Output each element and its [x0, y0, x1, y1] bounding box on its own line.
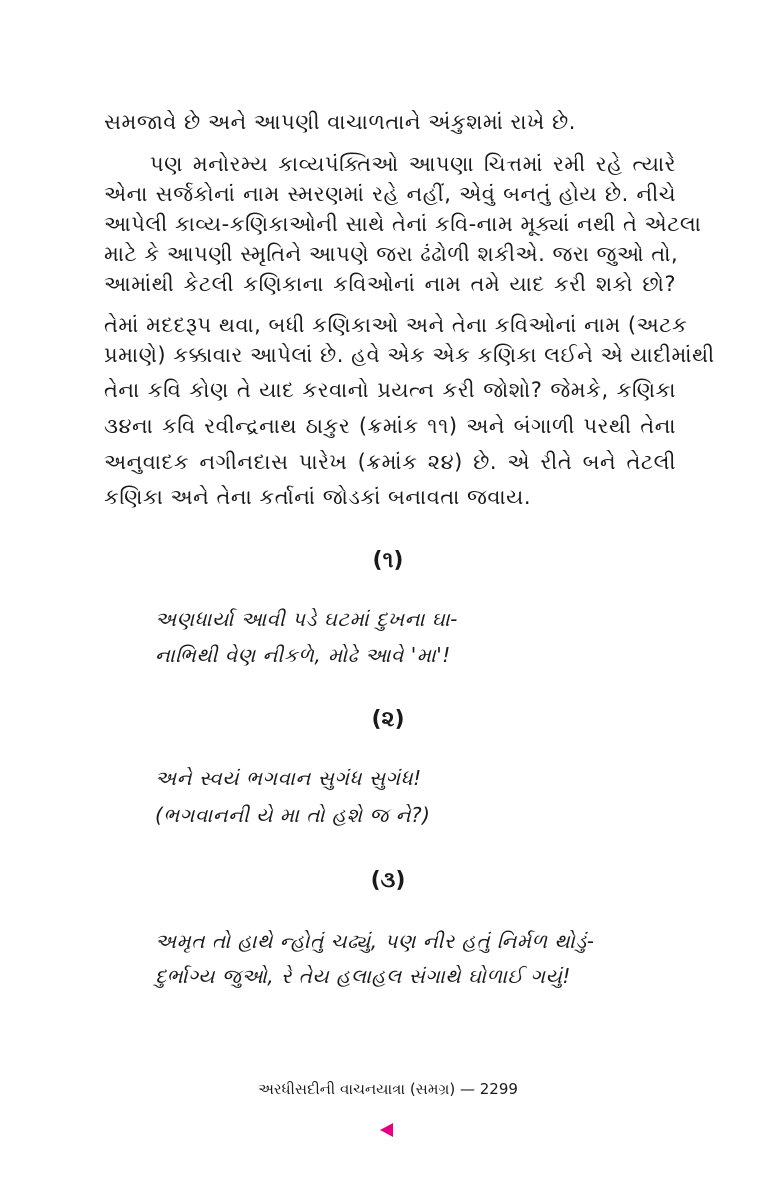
paragraph-line: આમાંથી કેટલી કણિકાના કવિઓનાં નામ તમે યાદ કરી શકો છો?: [104, 272, 676, 296]
paragraph-line: અનુવાદક નગીનદાસ પારેખ (ક્રમાંક ૨૪) છે. એ રીતે બને તેટલી: [104, 450, 676, 474]
paragraph-line: કણિકા અને તેના કર્તાનાં જોડકાં બનાવતા જવાય.: [104, 485, 531, 509]
verse-number: (૩): [370, 868, 406, 893]
paragraph-line: માટે કે આપણી સ્મૃતિને આપણે જરા ઢંઢોળી શકીએ. જરા જુઓ તો,: [104, 242, 679, 266]
paragraph-line: તેના કવિ કોણ તે યાદ કરવાનો પ્રયત્ન કરી જોશો? જેમકે, કણિકા: [104, 378, 676, 402]
arrow-left-icon[interactable]: [380, 1123, 393, 1137]
verse-number: (૧): [372, 548, 404, 573]
verse-number: (૨): [371, 707, 405, 732]
paragraph-line: સમજાવે છે અને આપણી વાચાળતાને અંકુશમાં રાખે છે.: [104, 110, 576, 134]
verse-line: અમૃત તો હાથે ન્હોતું ચઢ્યું, પણ નીર હતું નિર્મળ થોડું-: [155, 929, 595, 953]
page-footer: અરધીસદીની વાચનયાત્રા (સમગ્ર) — 2299: [258, 1080, 518, 1098]
verse-line: અને સ્વયં ભગવાન સુગંધ સુગંધ!: [155, 766, 422, 790]
paragraph-line: પ્રમાણે) કક્કાવાર આપેલાં છે. હવે એક એક કણિકા લઈને એ યાદીમાંથી: [104, 343, 715, 367]
verse-line: (ભગવાનની યે મા તો હશે જ ને?): [155, 803, 431, 827]
paragraph-line: આપેલી કાવ્ય-કણિકાઓની સાથે તેનાં કવિ-નામ મૂક્યાં નથી તે એટલા: [104, 212, 702, 236]
paragraph-line: તેમાં મદદરૂપ થવા, બધી કણિકાઓ અને તેના કવિઓનાં નામ (અટક: [104, 313, 688, 337]
verse-line: દુર્ભાગ્ય જુઓ, રે તેય હલાહલ સંગાથે ઘોળાઈ ગયું!: [155, 964, 571, 988]
paragraph-line: પણ મનોરમ્ય કાવ્યપંક્તિઓ આપણા ચિત્તમાં રમી રહે ત્યારે: [150, 152, 676, 176]
paragraph-line: એના સર્જકોનાં નામ સ્મરણમાં રહે નહીં, એવું બનતું હોય છે. નીચે: [104, 182, 676, 206]
verse-line: નાભિથી વેણ નીકળે, મોઢે આવે 'મા'!: [155, 643, 451, 667]
paragraph-line: ૩૪ના કવિ રવીન્દ્રનાથ ઠાકુર (ક્રમાંક ૧૧) અને બંગાળી પરથી તેના: [104, 414, 676, 438]
verse-line: અણધાર્યા આવી પડે ઘટમાં દુખના ઘા-: [155, 607, 458, 631]
